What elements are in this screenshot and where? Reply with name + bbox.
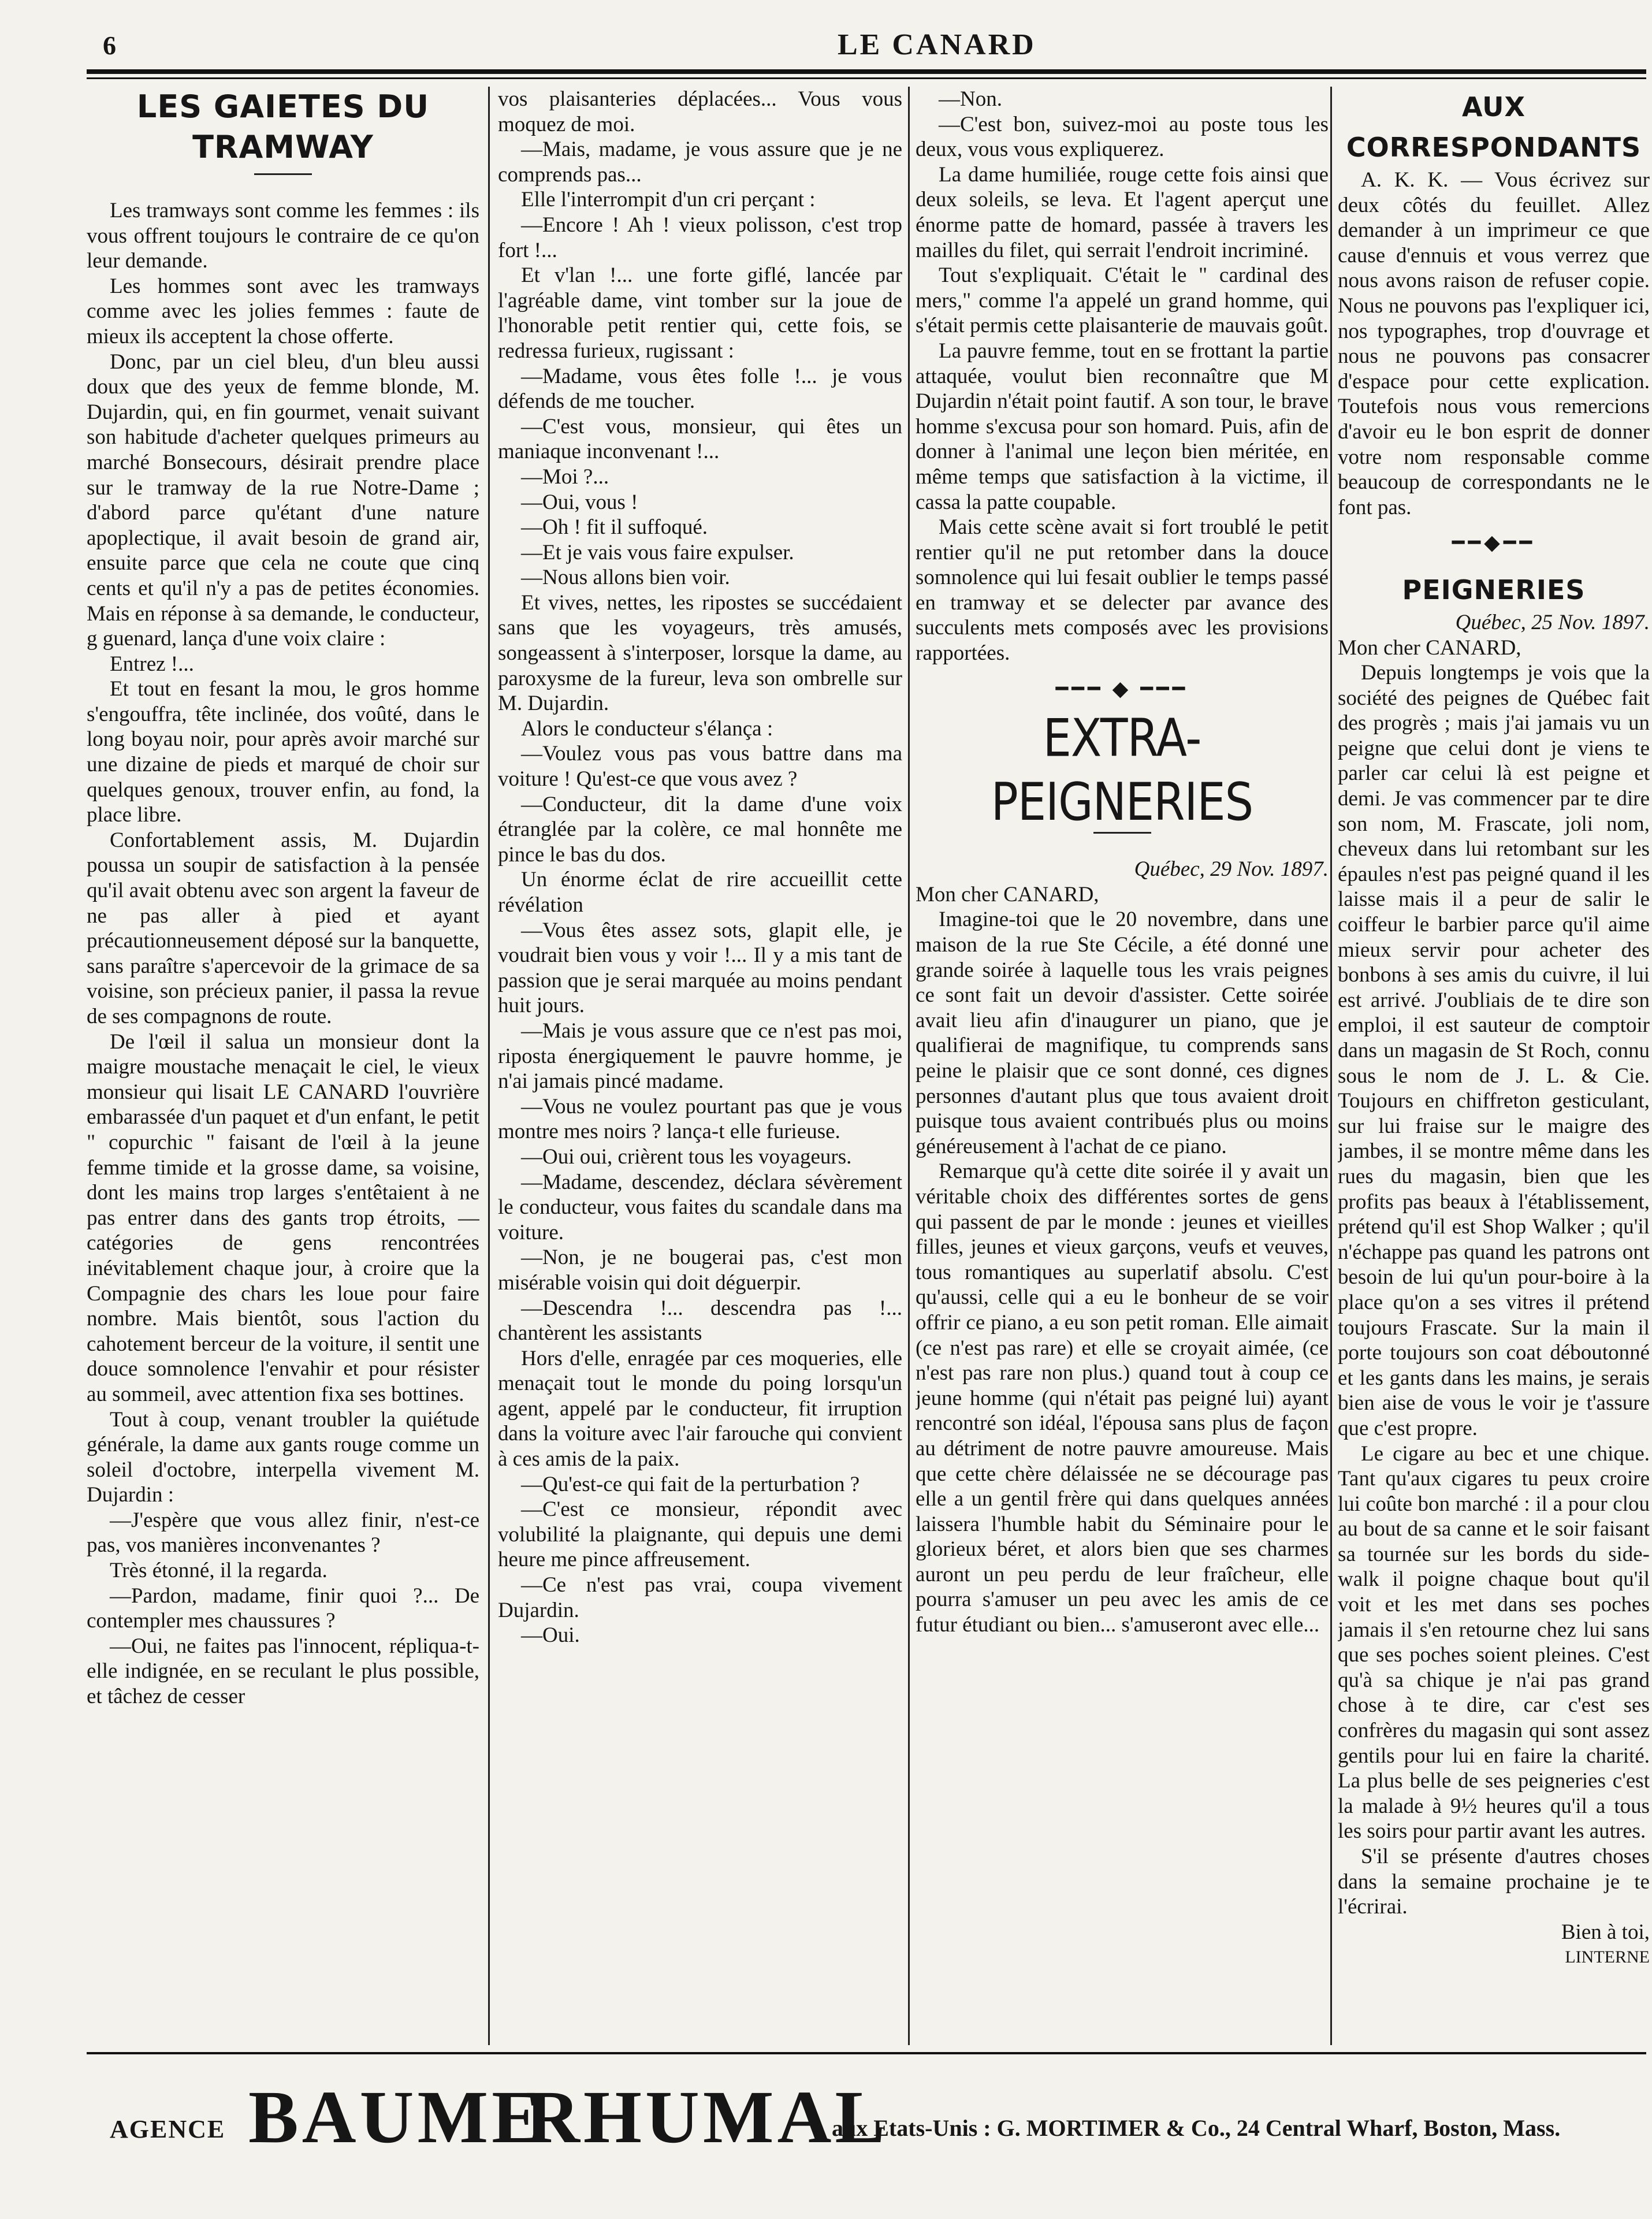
article-title-peigneries: PEIGNERIES	[1402, 574, 1586, 605]
salutation: Mon cher CANARD,	[1338, 635, 1521, 660]
dateline: Québec, 25 Nov. 1897.	[1455, 610, 1650, 634]
column-separator	[488, 87, 490, 2045]
paragraph: —Oui, vous !	[521, 490, 638, 514]
paragraph: Les tramways sont comme les femmes : ils vous offrent toujours le contraire de ce qu'on leur demande.	[87, 199, 479, 273]
paragraph: Tout à coup, venant troubler la quiétude générale, la dame aux gants rouge comme un soleil d'octobre, interpella vivement M. Dujardin :	[87, 1407, 479, 1507]
article-title-extra-peigneries: EXTRA-PEIGNERIES	[991, 709, 1253, 833]
paragraph: —Conducteur, dit la dame d'une voix étranglée par la colère, ce mal honnête me pince le bas du dos.	[498, 792, 902, 867]
paragraph: Alors le conducteur s'élança :	[521, 716, 773, 741]
signature: LINTERNE	[1565, 1947, 1650, 1967]
paragraph: Un énorme éclat de rire accueillit cette révélation	[498, 868, 902, 917]
masthead: LE CANARD	[838, 28, 1036, 61]
page-number: 6	[103, 31, 116, 60]
title-rule	[254, 173, 312, 175]
paragraph: —Mais, madame, je vous assure que je ne comprends pas...	[498, 137, 902, 187]
page-header	[87, 23, 1652, 69]
paragraph: De l'œil il salua un monsieur dont la maigre moustache menaçait le ciel, le vieux monsieur qui lisait LE CANARD l'ouvrière embarassée d'un paquet et d'un enfant, le petit " copurchic " faisant de l'œil à la jeune femme timide et la grosse dame, sa voisine, dont les mains trop larges s'entêtaient à ne pas entrer dans des gants trop étroits, — catégories de gens rencontrées inévitablement chaque jour, à croire que la Compagnie des chars les loue pour faire nombre. Mais bientôt, sous l'action du cahotement berceur de la voiture, il sentit une douce somnolence l'envahir et pour résister au sommeil, avec attention fixa ses bottines.	[87, 1029, 479, 1406]
paragraph: —Et je vais vous faire expulser.	[521, 540, 794, 564]
paragraph: —J'espère que vous allez finir, n'est-ce pas, vos manières inconvenantes ?	[87, 1508, 479, 1558]
paragraph: La dame humiliée, rouge cette fois ainsi que deux soleils, se leva. Et l'agent aperçut une énorme patte de homard, passée à travers les mailles du filet, qui serrait l'endroit incriminé.	[916, 162, 1329, 262]
section-ornament: ━━━ ◆ ━━━	[1055, 677, 1189, 700]
paragraph: Imagine-toi que le 20 novembre, dans une maison de la rue Ste Cécile, a été donné une grande soirée à laquelle tous les vrais peignes ce sont fait un devoir d'assister. Cette soirée avait lieu afin d'inaugurer un piano, que je qualifierai de magnifique, tu comprends sans peine le plaisir que ce sont donné, ces dignes personnes d'autant plus que tous avaient droit puisque tous avaient contribués plus ou moins généreusement à l'achat de ce piano.	[916, 908, 1329, 1158]
paragraph: —Oui, ne faites pas l'innocent, répliqua-t-elle indignée, en se reculant le plus possible, et tâchez de cesser	[87, 1634, 479, 1709]
article-title-tramway: LES GAIETES DU TRAMWAY	[136, 88, 430, 165]
paragraph: Remarque qu'à cette dite soirée il y avait un véritable choix des différentes sortes de gens qui passent de par le monde : jeunes et vieilles filles, jeunes et vieux garçons, veufs et veuves, tous romantiques au superlatif absolu. C'est qu'aussi, celle qui a eu le bonheur de se voir offrir ce piano, a eu son petit roman. Elle aimait (ce n'est pas rare) et elle se croyait aimée, (ce n'est pas rare non plus.) quand tout à coup ce jeune homme (qui n'était pas peigné lui) ayant rencontré son idéal, l'épousa sans plus de façon au détriment de notre pauvre amoureuse. Mais que cette chère délaissée ne se décourage pas elle a un gentil frère qui dans quelques années laissera l'humble habit du Séminaire pour le glorieux béret, et alors bien que ses charmes auront un peu perdu de leur fraîcheur, elle pourra s'amuser un peu avec les amis de ce futur étudiant ou bien... s'amuseront avec elle...	[916, 1159, 1329, 1637]
header-rule	[87, 69, 1646, 74]
paragraph: Le cigare au bec et une chique. Tant qu'aux cigares tu peux croire lui coûte bon marché : il a pour clou au bout de sa canne et le soir faisant sa tournée sur les bords du side-walk il poigne chaque bout qu'il voit et les met dans ses poches jamais il s'en retourne chez lui sans que ses poches soient pleines. C'est qu'à sa chique je n'ai pas grand chose à te dire, car c'est ses confrères du magasin qui sont assez gentils pour lui en faire la charité. La plus belle de ses peigneries c'est la malade à 9½ heures qu'il a tous les soirs pour partir avant les autres.	[1338, 1441, 1650, 1843]
column-3	[916, 87, 1329, 2051]
paragraph: Elle l'interrompit d'un cri perçant :	[521, 188, 816, 212]
paragraph: Donc, par un ciel bleu, d'un bleu aussi doux que des yeux de femme blonde, M. Dujardin, qui, en fin gourmet, venait suivant son habitude d'acheter quelques primeurs au marché Bonsecours, désirait prendre place sur le tramway de la rue Notre-Dame ; d'abord parce qu'étant d'une nature apoplectique, il avait besoin de grand air, ensuite parce que cela ne coute que cinq cents et qu'il n'y a pas de petites économies. Mais en réponse à sa demande, le conducteur, g guenard, lança d'une voix claire :	[87, 350, 479, 651]
paragraph: Confortablement assis, M. Dujardin poussa un soupir de satisfaction à la pensée qu'il avait obtenu avec son argent la faveur de ne pas aller à pied et ayant précautionneusement déposé sur la banquette, sans paraître s'apercevoir de la grimace de sa voisine, son précieux panier, il passa la revue de ses compagnons de route.	[87, 828, 479, 1028]
paragraph: —C'est ce monsieur, répondit avec volubilité la plaignante, qui depuis une demi heure me pince affreusement.	[498, 1497, 902, 1572]
paragraph: —Encore ! Ah ! vieux polisson, c'est trop fort !...	[498, 213, 902, 262]
paragraph: —Oui oui, crièrent tous les voyageurs.	[521, 1144, 852, 1169]
paragraph: —Qu'est-ce qui fait de la perturbation ?	[521, 1472, 860, 1496]
paragraph: A. K. K. — Vous écrivez sur deux côtés du feuillet. Allez demander à un imprimeur ce que cause d'ennuis et vous verrez que nous avons raison de refuser copie. Nous ne pouvons pas l'expliquer ici, nos typographes, trop d'ouvrage et nous ne pouvons pas consacrer d'espace pour cette explication. Toutefois nous vous remercions d'avoir eu le bon esprit de donner votre nom responsable comme beaucoup de correspondants ne le font pas.	[1338, 168, 1650, 519]
paragraph: —C'est vous, monsieur, qui êtes un maniaque inconvenant !...	[498, 414, 902, 464]
column-separator	[908, 87, 910, 2045]
paragraph: —Non.	[939, 87, 1002, 111]
section-title-correspondants: AUX CORRESPONDANTS	[1346, 91, 1642, 163]
paragraph: Très étonné, il la regarda.	[110, 1559, 328, 1583]
paragraph: Les hommes sont avec les tramways comme avec les jolies femmes : faute de mieux ils acceptent la chose offerte.	[87, 274, 479, 348]
paragraph: —Ce n'est pas vrai, coupa vivement Dujardin.	[498, 1573, 902, 1622]
paragraph: —Mais je vous assure que ce n'est pas moi, riposta énergiquement le pauvre homme, je n'ai jamais pincé madame.	[498, 1019, 902, 1094]
paragraph: S'il se présente d'autres choses dans la semaine prochaine je te l'écrirai.	[1338, 1845, 1650, 1919]
paragraph: Entrez !...	[110, 652, 194, 676]
ad-brand-rhumal: RHUMAL	[526, 2076, 889, 2159]
advertisement-footer	[87, 2074, 1646, 2172]
paragraph: —Vous êtes assez sots, glapit elle, je voudrait bien vous y voir !... Il y a mis tant de passion que je serai marquée au moins pendant huit jours.	[498, 918, 902, 1018]
ad-address: aux Etats-Unis : G. MORTIMER & Co., 24 Central Wharf, Boston, Mass.	[832, 2115, 1561, 2141]
paragraph: —Vous ne voulez pourtant pas que je vous montre mes noirs ? lança-t elle furieuse.	[498, 1094, 902, 1144]
paragraph: —Voulez vous pas vous battre dans ma voiture ! Qu'est-ce que vous avez ?	[498, 742, 902, 791]
paragraph: —Descendra !... descendra pas !... chantèrent les assistants	[498, 1296, 902, 1345]
footer-rule	[87, 2052, 1646, 2054]
ad-brand-baume: BAUME	[248, 2076, 545, 2159]
paragraph: —Madame, vous êtes folle !... je vous défends de me toucher.	[498, 364, 902, 414]
paragraph: —Oui.	[521, 1623, 580, 1648]
paragraph: —Pardon, madame, finir quoi ?... De contempler mes chaussures ?	[87, 1584, 479, 1633]
paragraph: —Moi ?...	[521, 464, 609, 489]
paragraph: Et v'lan !... une forte giflé, lancée par l'agréable dame, vint tomber sur la joue de l'honorable petit rentier qui, cette fois, se redressa furieux, rugissant :	[498, 263, 902, 363]
column-2	[498, 87, 902, 2051]
closing: Bien à toi,	[1561, 1920, 1650, 1944]
paragraph: —Non, je ne bougerai pas, c'est mon misérable voisin qui doit déguerpir.	[498, 1246, 902, 1295]
paragraph: —C'est bon, suivez-moi au poste tous les deux, vous vous expliquerez.	[916, 112, 1329, 162]
column-separator	[1330, 87, 1332, 2045]
paragraph: —Madame, descendez, déclara sévèrement le conducteur, vous faites du scandale dans ma voiture.	[498, 1170, 902, 1244]
dateline: Québec, 29 Nov. 1897.	[1134, 857, 1329, 882]
paragraph: —Nous allons bien voir.	[521, 566, 730, 590]
paragraph: Et vives, nettes, les ripostes se succédaient sans que les voyageurs, très amusés, songeassent à s'interposer, lorsque la dame, au paroxysme de la fureur, leva son ombrelle sur M. Dujardin.	[498, 590, 902, 716]
column-1	[87, 87, 479, 2051]
paragraph: Mais cette scène avait si fort troublé le petit rentier qu'il ne put retomber dans la douce somnolence qui lui fesait oublier le temps passé en tramway et se delecter par avance des succulents mets composés avec les provisions rapportées.	[916, 515, 1329, 666]
paragraph: Tout s'expliquait. C'était le " cardinal des mers," comme l'a appelé un grand homme, qui s'était permis cette plaisanterie de mauvais goût.	[916, 263, 1329, 338]
paragraph: Hors d'elle, enragée par ces moqueries, elle menaçait tout le monde du poing lorsqu'un agent, appelé par le conducteur, fit irruption dans la voiture avec l'air farouche qui convient à ces amis de la paix.	[498, 1346, 902, 1471]
section-ornament: ━━◆━━	[1452, 531, 1536, 555]
paragraph: Depuis longtemps je vois que la société des peignes de Québec fait des progrès ; mais j'ai jamais vu un peigne que celui dont je viens te parler car celui là est peigne et demi. Je vas commencer par te dire son nom, M. Frascate, joli nom, cheveux dans lui retombant sur les épaules n'est pas peigné quand il les laisse mais il a peur de salir le coiffeur le barbier parce qu'il aime mieux servir pour acheter des bonbons à ses amis du cuivre, il lui est arrivé. J'oubliais de te dire son emploi, il est sauteur de comptoir dans un magasin de St Roch, connu sous le nom de J. L. & Cie. Toujours en chiffreton gesticulant, sur lui fraise sur le maigre des jambes, il se montre même dans les rues du magasin, bien que les profits pas beaux à l'établissement, prétend qu'il est Shop Walker ; qu'il n'échappe pas quand les patrons ont besoin de lui qu'un pour-boire à la place qu'on a ses vitres il prétend toujours Frascate. Sur la main il porte toujours son coat déboutonné et les gants dans les mains, je serais bien aise de vous le voir je t'assure que c'est propre.	[1338, 661, 1650, 1440]
paragraph: La pauvre femme, tout en se frottant la partie attaquée, voulut bien reconnaître que M Dujardin n'était point fautif. A son tour, le brave homme s'excusa pour son homard. Puis, afin de donner à l'animal une leçon bien méritée, en même temps que satisfaction à la victime, il cassa la patte coupable.	[916, 339, 1329, 514]
header-rule-thin	[87, 77, 1646, 79]
paragraph: —Oh ! fit il suffoqué.	[521, 515, 708, 540]
paragraph: vos plaisanteries déplacées... Vous vous moquez de moi.	[498, 87, 902, 136]
ad-agence: AGENCE	[110, 2115, 226, 2143]
salutation: Mon cher CANARD,	[916, 882, 1099, 906]
column-4	[1338, 87, 1650, 2051]
paragraph: Et tout en fesant la mou, le gros homme s'engouffra, tête inclinée, dos voûté, dans le long boyau noir, pour après avoir marché sur une dizaine de pieds et marqué de choir sur quelques genoux, trouver enfin, au fond, la place libre.	[87, 677, 479, 827]
